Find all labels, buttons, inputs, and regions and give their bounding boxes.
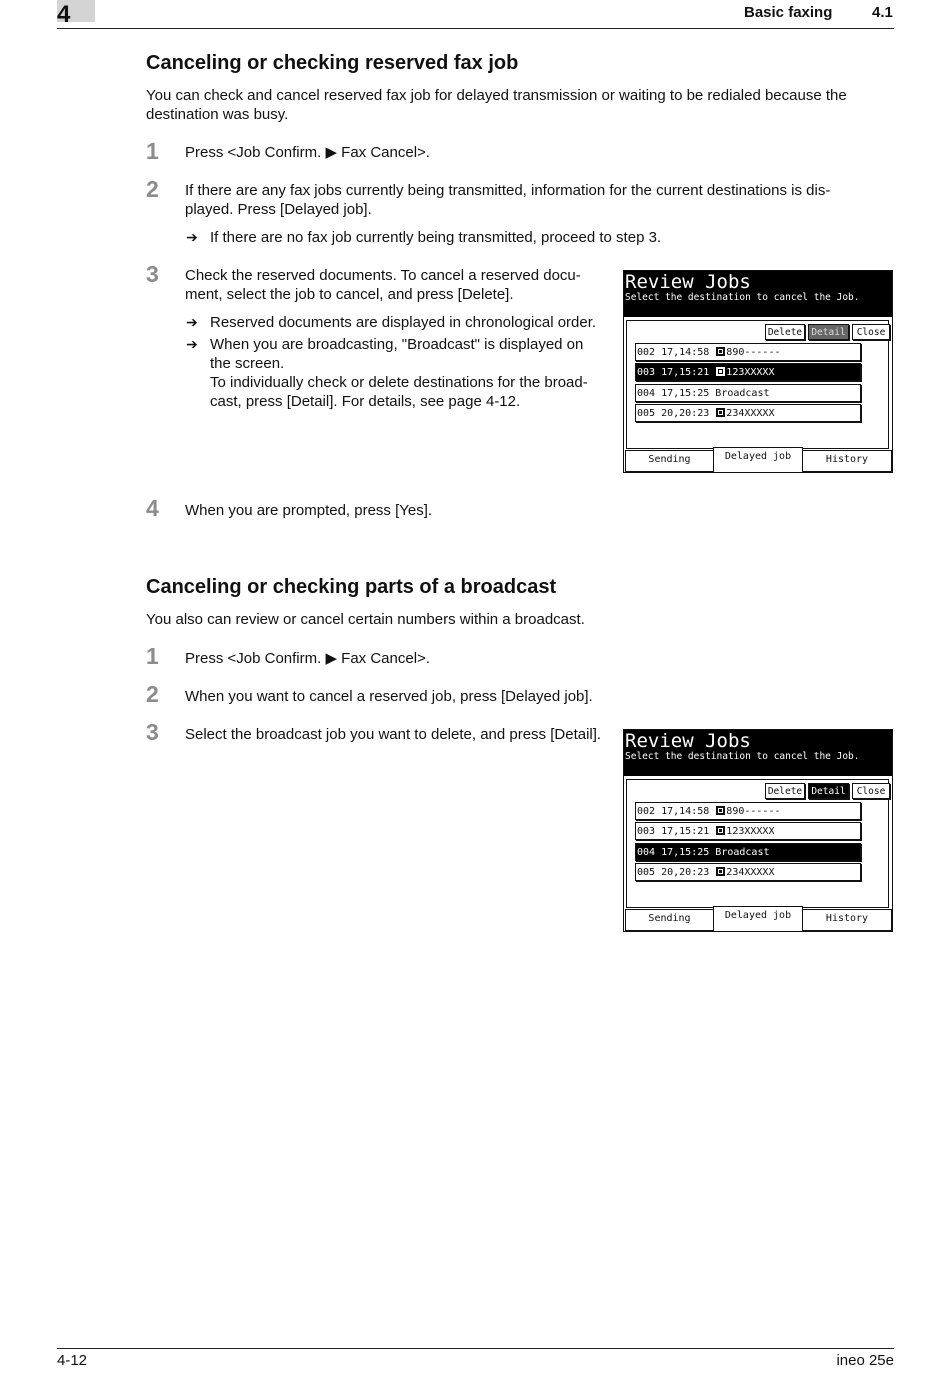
step2-line2: played. Press [Delayed job]. — [185, 201, 372, 218]
job-time: 17,14:58 — [661, 347, 710, 358]
footer-rule — [57, 1348, 894, 1349]
job-destination: 890------ — [726, 806, 781, 817]
tab-delayed-job[interactable]: Delayed job — [713, 447, 803, 472]
fax-icon — [716, 806, 725, 815]
arrow-icon: ➔ — [186, 229, 198, 245]
step-number: 3 — [146, 719, 159, 745]
section1-intro-line2: destination was busy. — [146, 106, 289, 123]
fax-icon — [716, 367, 725, 376]
job-row[interactable] — [635, 384, 861, 402]
detail-button[interactable]: Detail — [808, 783, 849, 799]
arrow-icon: ➔ — [186, 336, 198, 352]
job-destination: Broadcast — [715, 847, 770, 858]
job-destination: 890------ — [726, 347, 781, 358]
job-destination: 123XXXXX — [726, 367, 775, 378]
page-number: 4-12 — [57, 1352, 88, 1369]
close-button[interactable]: Close — [852, 324, 890, 340]
review-jobs-screen — [623, 729, 893, 932]
fax-icon — [716, 826, 725, 835]
step3-note2-line2: the screen. — [210, 355, 285, 372]
step2-line1: If there are any fax jobs currently being transmitted, information for the current destinations is dis- — [185, 182, 831, 199]
delete-button[interactable]: Delete — [765, 324, 805, 340]
job-time: 17,15:21 — [661, 826, 710, 837]
job-id: 002 — [637, 806, 656, 817]
tab-delayed-job[interactable]: Delayed job — [713, 906, 803, 931]
header-rule — [57, 28, 894, 29]
s2-step3-text: Select the broadcast job you want to delete, and press [Detail]. — [185, 726, 602, 743]
step-number: 2 — [146, 176, 159, 202]
screen-header — [624, 730, 892, 776]
job-row[interactable] — [635, 822, 861, 840]
chapter-number: 4 — [57, 1, 71, 28]
job-row-selected[interactable] — [635, 363, 861, 381]
screen-subtitle: Select the destination to cancel the Job. — [625, 292, 860, 303]
step-number: 2 — [146, 681, 159, 707]
job-id: 004 — [637, 847, 656, 858]
tab-sending[interactable]: Sending — [625, 450, 714, 472]
step4-text: When you are prompted, press [Yes]. — [185, 502, 433, 519]
job-id: 005 — [637, 867, 656, 878]
job-time: 17,15:25 — [661, 388, 710, 399]
job-row[interactable] — [635, 404, 861, 422]
fax-icon — [716, 408, 725, 417]
job-list-panel — [626, 320, 889, 449]
step3-note2-line3: To individually check or delete destinations for the broad- — [210, 374, 588, 391]
job-list-panel — [626, 779, 889, 908]
job-time: 17,15:25 — [661, 847, 710, 858]
job-row[interactable] — [635, 863, 861, 881]
job-row[interactable] — [635, 802, 861, 820]
step1-text: Press <Job Confirm. ▶ Fax Cancel>. — [185, 144, 430, 161]
job-destination: 234XXXXX — [726, 408, 775, 419]
job-id: 004 — [637, 388, 656, 399]
s2-step2-text: When you want to cancel a reserved job, press [Delayed job]. — [185, 688, 593, 705]
job-destination: Broadcast — [715, 388, 770, 399]
header-title: Basic faxing — [744, 4, 833, 21]
product-name: ineo 25e — [836, 1352, 894, 1369]
job-id: 003 — [637, 826, 656, 837]
job-id: 005 — [637, 408, 656, 419]
step3-note2-line4: cast, press [Detail]. For details, see page 4-12. — [210, 393, 521, 410]
review-jobs-screen — [623, 270, 893, 473]
tab-sending[interactable]: Sending — [625, 909, 714, 931]
screen-subtitle: Select the destination to cancel the Job. — [625, 751, 860, 762]
arrow-icon: ➔ — [186, 314, 198, 330]
step3-line1: Check the reserved documents. To cancel a reserved docu- — [185, 267, 581, 284]
job-destination: 123XXXXX — [726, 826, 775, 837]
job-row-selected[interactable] — [635, 843, 861, 861]
step-number: 4 — [146, 495, 159, 521]
job-id: 002 — [637, 347, 656, 358]
tab-history[interactable]: History — [802, 450, 892, 472]
section1-intro-line1: You can check and cancel reserved fax job for delayed transmission or waiting to be redialed because the — [146, 87, 847, 104]
step-number: 3 — [146, 261, 159, 287]
job-row[interactable] — [635, 343, 861, 361]
job-time: 20,20:23 — [661, 408, 710, 419]
step3-note2-line1: When you are broadcasting, "Broadcast" is displayed on — [210, 336, 584, 353]
s2-step1-text: Press <Job Confirm. ▶ Fax Cancel>. — [185, 650, 430, 667]
fax-icon — [716, 347, 725, 356]
job-time: 20,20:23 — [661, 867, 710, 878]
close-button[interactable]: Close — [852, 783, 890, 799]
delete-button[interactable]: Delete — [765, 783, 805, 799]
header-section: 4.1 — [872, 4, 893, 21]
detail-button[interactable]: Detail — [808, 324, 849, 340]
step2-note: If there are no fax job currently being transmitted, proceed to step 3. — [210, 229, 662, 246]
screen-header — [624, 271, 892, 317]
step-number: 1 — [146, 643, 159, 669]
section2-intro: You also can review or cancel certain numbers within a broadcast. — [146, 611, 585, 628]
step3-note1: Reserved documents are displayed in chronological order. — [210, 314, 597, 331]
section1-title: Canceling or checking reserved fax job — [146, 52, 519, 74]
screen-title: Review Jobs — [625, 271, 751, 293]
fax-icon — [716, 867, 725, 876]
job-destination: 234XXXXX — [726, 867, 775, 878]
step-number: 1 — [146, 138, 159, 164]
screen-title: Review Jobs — [625, 730, 751, 752]
step3-line2: ment, select the job to cancel, and press [Delete]. — [185, 286, 514, 303]
section2-title: Canceling or checking parts of a broadcast — [146, 576, 557, 598]
tab-history[interactable]: History — [802, 909, 892, 931]
job-id: 003 — [637, 367, 656, 378]
job-time: 17,15:21 — [661, 367, 710, 378]
job-time: 17,14:58 — [661, 806, 710, 817]
